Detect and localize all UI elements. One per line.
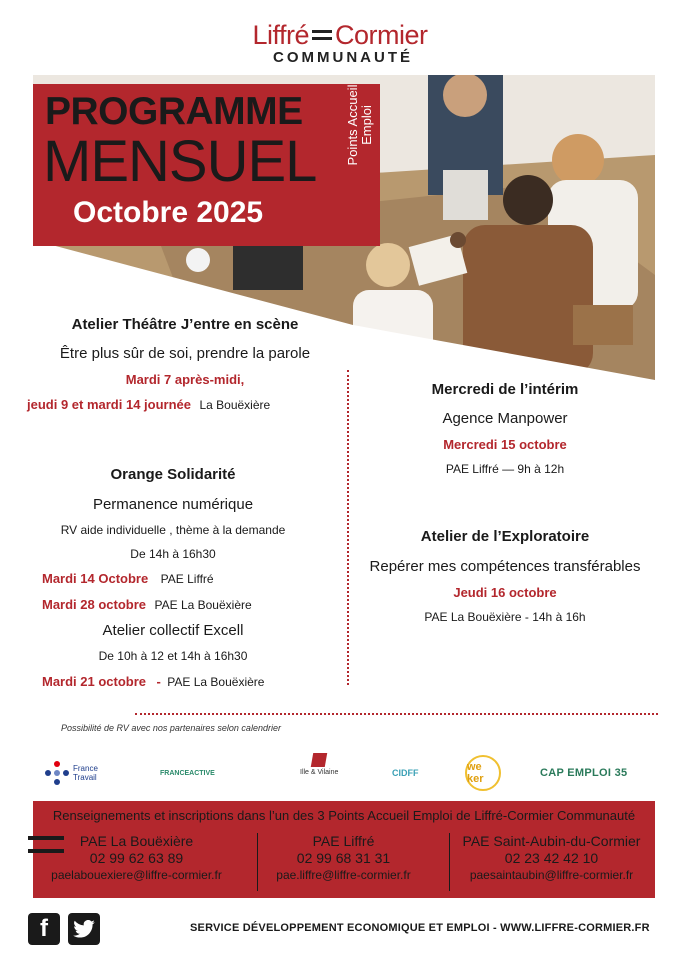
event-theatre xyxy=(20,316,350,414)
event-heading: Mercredi de l’intérim xyxy=(431,381,579,398)
cidff-logo: CIDFF xyxy=(392,768,419,778)
vertical-label: Points Accueil Emploi xyxy=(345,84,374,166)
office-phone[interactable]: 02 23 42 42 10 xyxy=(504,850,599,866)
event-place: La Bouëxière xyxy=(199,398,271,412)
event-date: Mardi 7 après-midi, xyxy=(125,372,245,387)
event-date: Mardi 21 octobre xyxy=(42,674,147,689)
event-interim xyxy=(345,381,665,476)
title-programme: PROGRAMME xyxy=(45,90,303,133)
partners-note: Possibilité de RV avec nos partenaires selon calendrier xyxy=(61,723,281,733)
office-liffre xyxy=(240,833,447,884)
event-date: Jeudi 16 octobre xyxy=(453,585,557,600)
workshop-title: Atelier collectif Excell xyxy=(102,622,244,639)
twitter-icon[interactable] xyxy=(68,913,100,945)
france-travail-icon xyxy=(45,761,69,785)
event-place: PAE La Bouëxière - 14h à 16h xyxy=(424,610,586,624)
event-description: RV aide individuelle , thème à la demande xyxy=(60,523,286,537)
title-month: Octobre 2025 xyxy=(73,196,264,229)
contact-band xyxy=(33,801,655,898)
event-place: PAE Liffré xyxy=(160,572,214,586)
event-date: jeudi 9 et mardi 14 journée xyxy=(27,397,191,412)
event-hours: De 14h à 16h30 xyxy=(130,547,216,561)
partner-logos xyxy=(30,753,650,793)
office-name: PAE Saint-Aubin-du-Cormier xyxy=(462,833,641,849)
section-divider xyxy=(135,713,658,715)
contact-title: Renseignements et inscriptions dans l’un des 3 Points Accueil Emploi de Liffré-Cormier Communauté xyxy=(52,808,636,823)
logo-subtitle: COMMUNAUTÉ xyxy=(273,49,413,66)
ille-vilaine-logo: Ille & Vilaine xyxy=(300,753,338,793)
event-date: Mardi 14 Octobre xyxy=(42,571,149,586)
menu-icon xyxy=(28,836,64,862)
event-subtitle: Repérer mes compétences transférables xyxy=(369,558,641,575)
office-phone[interactable]: 02 99 68 31 31 xyxy=(296,850,391,866)
event-place: PAE Liffré — 9h à 12h xyxy=(445,462,565,476)
event-place: PAE La Bouëxière xyxy=(154,598,252,612)
ille-vilaine-icon xyxy=(311,753,327,767)
office-saint-aubin xyxy=(448,833,655,884)
footer-service-text[interactable]: SERVICE DÉVELOPPEMENT ECONOMIQUE ET EMPLOI - WWW.LIFFRE-CORMIER.FR xyxy=(190,922,650,934)
facebook-icon[interactable]: f xyxy=(28,913,60,945)
france-active-logo: FRANCEACTIVE xyxy=(160,769,215,777)
logo-wordmark: Liffré Cormier xyxy=(252,20,428,50)
event-subtitle: Agence Manpower xyxy=(442,410,568,427)
office-la-bouexiere xyxy=(33,833,240,884)
title-mensuel: MENSUEL xyxy=(43,129,317,194)
wekeep-logo: we ker xyxy=(465,755,501,791)
office-name: PAE La Bouëxière xyxy=(79,833,194,849)
cap-emploi-logo: CAP EMPLOI 35 xyxy=(540,767,628,779)
office-name: PAE Liffré xyxy=(312,833,375,849)
social-links xyxy=(28,913,100,945)
dash-separator: - xyxy=(156,674,161,689)
office-email[interactable]: pae.liffre@liffre-cormier.fr xyxy=(276,868,411,882)
office-phone[interactable]: 02 99 62 63 89 xyxy=(89,850,184,866)
logo-separator xyxy=(312,30,332,40)
event-subtitle: Permanence numérique xyxy=(92,496,254,513)
event-date: Mardi 28 octobre xyxy=(42,597,147,612)
france-travail-logo: France Travail xyxy=(45,753,98,793)
event-heading: Orange Solidarité xyxy=(110,466,236,483)
event-exploratoire xyxy=(345,528,665,624)
brand-logo xyxy=(0,20,680,66)
event-heading: Atelier Théâtre J’entre en scène xyxy=(71,316,299,333)
office-email[interactable]: paelabouexiere@liffre-cormier.fr xyxy=(51,868,222,882)
program-title-box xyxy=(33,84,380,246)
event-heading: Atelier de l’Exploratoire xyxy=(420,528,590,545)
event-date: Mercredi 15 octobre xyxy=(443,437,567,452)
workshop-hours: De 10h à 12 et 14h à 16h30 xyxy=(98,649,248,663)
event-orange xyxy=(8,466,338,691)
office-email[interactable]: paesaintaubin@liffre-cormier.fr xyxy=(469,868,634,882)
event-place: PAE La Bouëxière xyxy=(167,675,265,689)
event-subtitle: Être plus sûr de soi, prendre la parole xyxy=(59,345,311,362)
